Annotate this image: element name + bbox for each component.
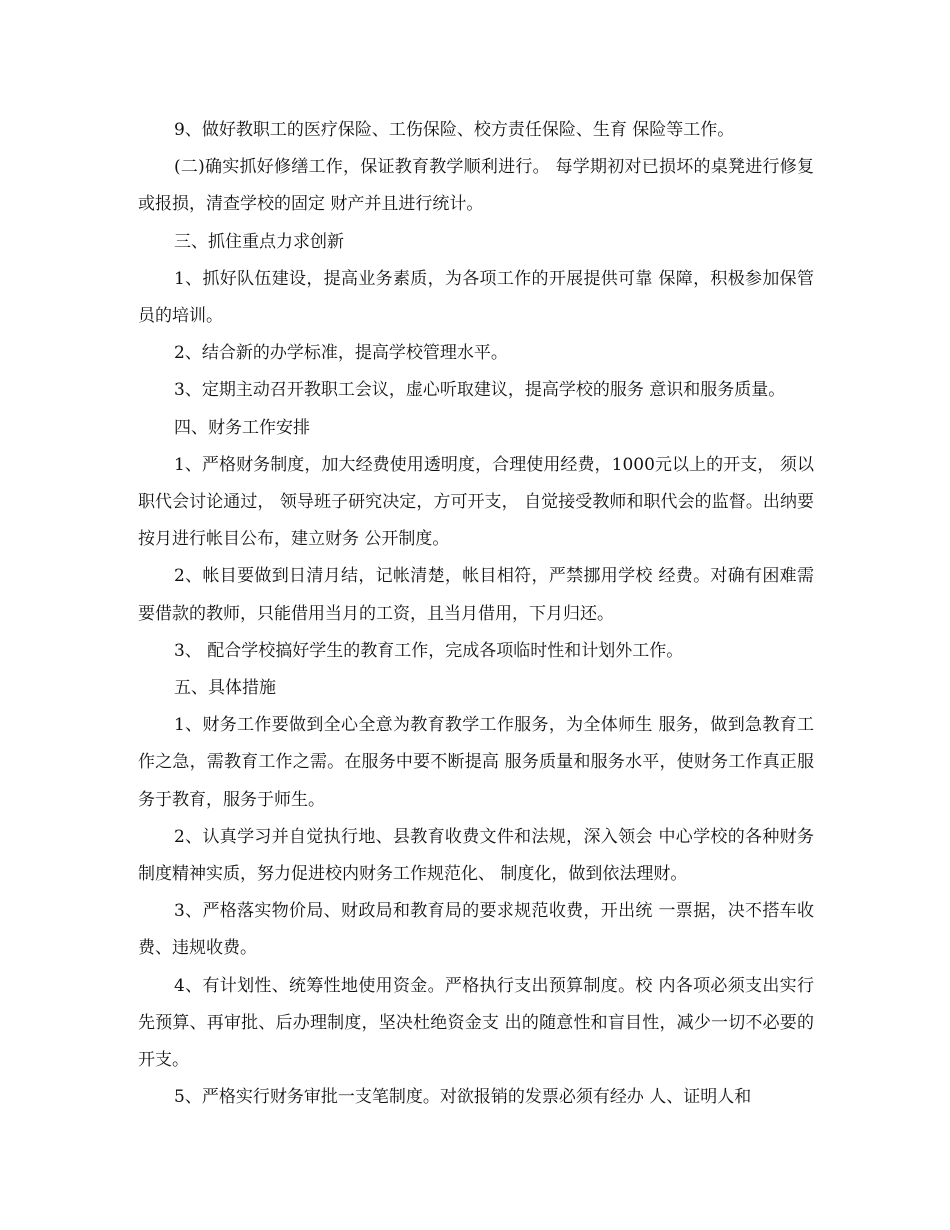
paragraph-4: 1、抓好队伍建设，提高业务素质，为各项工作的开展提供可靠 保障，积极参加保管员的培训。 xyxy=(138,268,814,327)
paragraph-15: 4、有计划性、统筹性地使用资金。严格执行支出预算制度。校 内各项必须支出实行先预算、再审批、后办理制度，坚决杜绝资金支 出的随意性和盲目性，减少一切不必要的开支。 xyxy=(138,975,814,1071)
paragraph-13: 2、认真学习并自觉执行地、县教育收费文件和法规，深入领会 中心学校的各种财务制度精神实质，努力促进校内财务工作规范化、 制度化，做到依法理财。 xyxy=(138,826,814,885)
paragraph-8: 1、严格财务制度，加大经费使用透明度，合理使用经费，1000元以上的开支， 须以职代会讨论通过， 领导班子研究决定，方可开支， 自觉接受教师和职代会的监督。出纳要按月进行帐目公布，建立财务 公开制度。 xyxy=(138,454,814,550)
paragraph-5: 2、结合新的办学标准，提高学校管理水平。 xyxy=(174,343,508,364)
paragraph-10: 3、 配合学校搞好学生的教育工作，完成各项临时性和计划外工作。 xyxy=(174,640,684,661)
paragraph-16: 5、严格实行财务审批一支笔制度。对欲报销的发票必须有经办 人、证明人和 xyxy=(174,1087,752,1108)
paragraph-2: (二)确实抓好修缮工作，保证教育教学顺利进行。 每学期初对已损坏的桌凳进行修复或报损，清查学校的固定 财产并且进行统计。 xyxy=(138,157,814,215)
paragraph-12: 1、财务工作要做到全心全意为教育教学工作服务，为全体师生 服务，做到急教育工作之急，需教育工作之需。在服务中要不断提高 服务质量和服务水平，使财务工作真正服务于教育，服务于师生。 xyxy=(138,715,814,810)
paragraph-1: 9、做好教职工的医疗保险、工伤保险、校方责任保险、生育 保险等工作。 xyxy=(174,120,735,140)
section-heading-3: 三、抓住重点力求创新 xyxy=(174,231,344,252)
paragraph-14: 3、严格落实物价局、财政局和教育局的要求规范收费，开出统 一票据，决不搭车收费、违规收费。 xyxy=(138,901,814,959)
document-body xyxy=(138,112,814,1116)
paragraph-6: 3、定期主动召开教职工会议，虚心听取建议，提高学校的服务 意识和服务质量。 xyxy=(174,380,786,401)
section-heading-5: 五、具体措施 xyxy=(174,678,276,699)
section-heading-4: 四、财务工作安排 xyxy=(174,417,310,438)
paragraph-9: 2、帐目要做到日清月结，记帐清楚，帐目相符，严禁挪用学校 经费。对确有困难需要借款的教师，只能借用当月的工资，且当月借用，下月归还。 xyxy=(138,566,814,624)
